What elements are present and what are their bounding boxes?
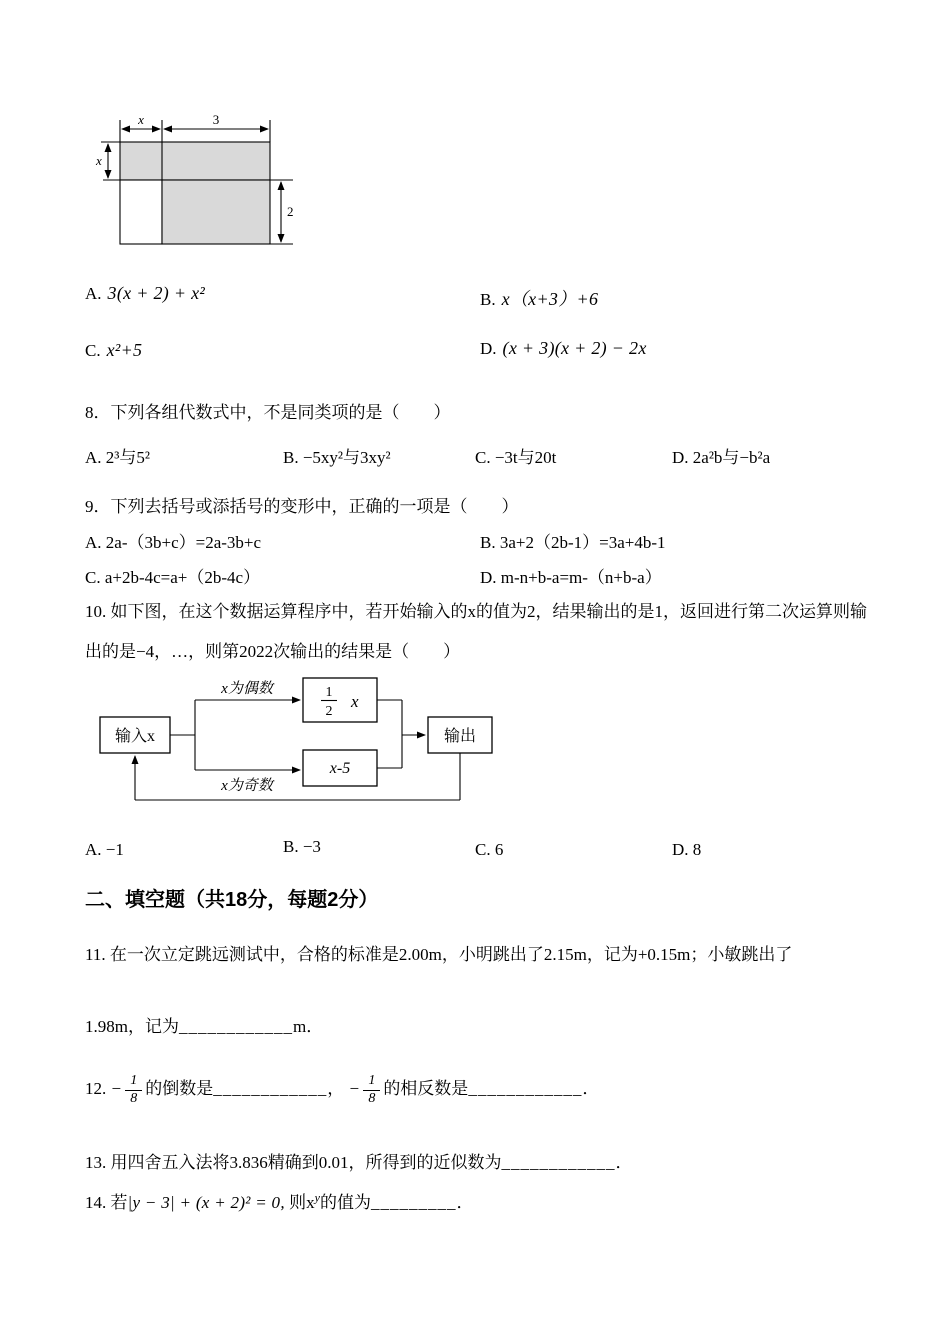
figure-bottom-left-cell [120,180,162,244]
q12-period: ． [582,1079,600,1099]
question-13 [85,1148,633,1173]
q10-option-b: B. −3 [283,837,321,856]
q7-option-c-label: C. [85,341,101,360]
q7-rectangle-figure [95,112,305,267]
q12-text-1: 的倒数是 [145,1079,214,1099]
q13-answer-blank: ____________ [501,1153,616,1172]
flow-half-box [303,678,377,722]
q14-exponent: y [314,1190,320,1205]
flow-sub-label: x-5 [329,760,351,777]
q11-line2-post: m． [292,1017,324,1036]
q9-option-d: D. m-n+b-a=m-（n+b-a） [480,568,662,587]
q10-flowchart [95,662,525,814]
q10-stem: 10. 如下图，在这个数据运算程序中，若开始输入的x的值为2，结果输出的是1，返回进行第二次运算则输出的是−4，…，则第2022次输出的结果是（ ） [85,602,867,661]
q12-answer-blank-2: ____________ [468,1079,583,1099]
q11-line2 [85,1012,323,1037]
q7-option-d-label: D. [480,339,497,358]
q12-fraction-1 [125,1074,142,1106]
q8-option-a: A. 2³与5² [85,448,150,467]
q8-stem: 8．下列各组代数式中，不是同类项的是（ ） [85,403,451,422]
question-12 [85,1074,599,1106]
q13-text: 13. 用四舍五入法将3.836精确到0.01，所得到的近似数为 [85,1153,502,1172]
q7-option-a-label: A. [85,284,102,303]
q14-period: ． [456,1193,474,1212]
flow-half-numerator: 1 [325,685,333,700]
dim-label-top-3: 3 [212,112,220,127]
q10-option-d: D. 8 [672,840,702,859]
flow-half-denominator: 2 [325,704,333,719]
flow-input-label: 输入x [114,728,156,745]
q12-frac1-denominator: 8 [130,1090,138,1106]
q7-option-d [480,338,647,359]
dim-label-left-x: x [96,153,102,168]
figure-bottom-right-cell [162,180,270,244]
question-14 [85,1188,473,1213]
q9-option-b: B. 3a+2（2b-1）=3a+4b-1 [480,533,666,552]
q12-frac1-numerator: 1 [125,1074,142,1091]
q12-frac2-denominator: 8 [368,1090,376,1106]
q12-minus-1: − [110,1079,123,1099]
q12-number: 12. [85,1079,111,1099]
dim-label-top-x: x [138,112,144,127]
q7-option-a-expr: 3(x + 2) + x² [107,283,206,303]
flow-even-label: x为偶数 [221,681,273,697]
q7-option-d-expr: (x + 3)(x + 2) − 2x [502,338,647,358]
q11-line1: 11. 在一次立定跳远测试中，合格的标准是2.00m，小明跳出了2.15m，记为+0.15m；小敏跳出了 [85,945,793,964]
flow-half-variable: x [351,692,359,711]
q9-option-a: A. 2a-（3b+c）=2a-3b+c [85,533,262,552]
q11-answer-blank: ____________ [178,1017,293,1036]
q12-text-2: 的相反数是 [383,1079,469,1099]
q7-option-c-expr: x²+5 [106,340,143,360]
q12-minus-2: − [348,1079,361,1099]
dim-label-right-2: 2 [287,204,294,219]
q10-option-c: C. 6 [475,840,504,859]
q12-fraction-2 [363,1074,380,1106]
flow-output-label: 输出 [443,728,477,745]
q12-separator: ， [327,1079,349,1099]
q7-option-a [85,283,205,304]
q8-option-d: D. 2a²b与−b²a [672,448,771,467]
q11-line2-pre: 1.98m，记为 [85,1017,179,1036]
q14-pre: 14. 若 [85,1193,128,1212]
section-2-title: 二、填空题（共18分，每题2分） [85,889,379,911]
q14-math: |y − 3| + (x + 2)² = 0, [127,1193,285,1212]
q7-option-b-expr: x（x+3）+6 [501,289,599,309]
figure-top-strip [120,142,270,180]
q13-period: ． [615,1153,633,1172]
flow-odd-label: x为奇数 [221,778,273,794]
q7-option-b-label: B. [480,290,496,309]
q10-option-a: A. −1 [85,840,124,859]
q9-option-c: C. a+2b-4c=a+（2b-4c） [85,568,261,587]
q12-answer-blank-1: ____________ [213,1079,328,1099]
q7-option-c [85,340,142,361]
q12-frac2-numerator: 1 [363,1074,380,1091]
q14-post: 的值为 [319,1193,371,1212]
q8-option-b: B. −5xy²与3xy² [283,448,391,467]
q14-answer-blank: _________ [370,1193,457,1212]
q8-option-c: C. −3t与20t [475,448,557,467]
q7-option-b [480,285,598,311]
q14-mid: 则x [284,1193,315,1212]
q9-stem: 9．下列去括号或添括号的变形中，正确的一项是（ ） [85,497,519,516]
